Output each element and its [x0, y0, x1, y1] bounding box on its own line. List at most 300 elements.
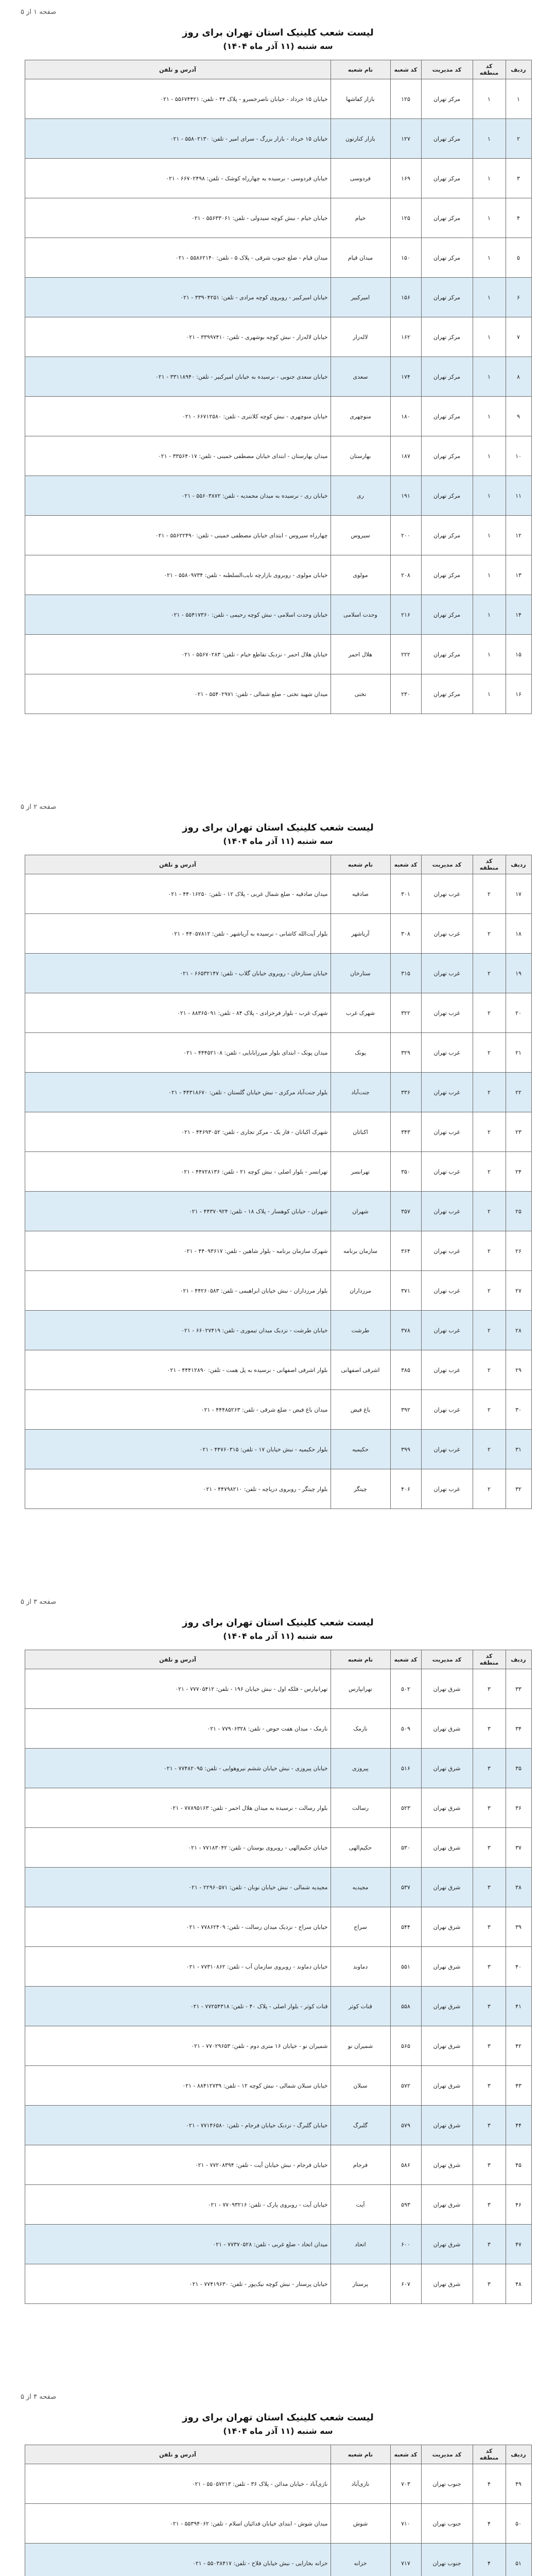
cell-address: میدان پونک - ابتدای بلوار میرزابابایی - تلفن: ۴۴۴۵۲۱۰۸ - ۰۲۱ — [25, 1033, 331, 1073]
column-header-address: آدرس و تلفن — [25, 855, 331, 874]
cell-center: غرب تهران — [421, 993, 473, 1033]
cell-row: ۳۵ — [506, 1749, 531, 1788]
cell-code: ۷۱۷ — [390, 2544, 421, 2576]
cell-address: خیابان آیت - روبروی پارک - تلفن: ۷۷۰۹۳۲۱۶ - ۰۲۱ — [25, 2185, 331, 2225]
cell-name: تهرانسر — [331, 1152, 390, 1192]
cell-row: ۵۰ — [506, 2504, 531, 2544]
column-header-region: کد منطقه — [473, 60, 506, 79]
cell-address: قنات کوثر - بلوار اصلی - پلاک ۴۰ - تلفن: ۷۷۲۵۴۳۱۸ - ۰۲۱ — [25, 1987, 331, 2026]
cell-address: خیابان پرستار - نبش کوچه نیک‌پور - تلفن: ۷۷۴۱۹۶۳۰ - ۰۲۱ — [25, 2264, 331, 2304]
cell-region: ۲ — [473, 1192, 506, 1231]
table-row — [25, 555, 531, 595]
column-header-code: کد شعبه — [390, 60, 421, 79]
cell-region: ۳ — [473, 1709, 506, 1749]
cell-code: ۶۰۰ — [390, 2225, 421, 2264]
cell-code: ۵۶۵ — [390, 2026, 421, 2066]
table-row — [25, 1192, 531, 1231]
cell-code: ۵۸۶ — [390, 2145, 421, 2185]
cell-name: لاله‌زار — [331, 317, 390, 357]
cell-address: بلوار حکیمیه - نبش خیابان ۱۷ - تلفن: ۴۴۷۶۰۳۱۵ - ۰۲۱ — [25, 1430, 331, 1469]
cell-address: بلوار جنت‌آباد مرکزی - نبش خیابان گلستان - تلفن: ۴۴۳۱۸۶۷۰ - ۰۲۱ — [25, 1073, 331, 1112]
cell-name: پونک — [331, 1033, 390, 1073]
cell-region: ۲ — [473, 874, 506, 914]
cell-region: ۳ — [473, 1749, 506, 1788]
cell-code: ۳۴۳ — [390, 1112, 421, 1152]
cell-name: مجیدیه — [331, 1868, 390, 1907]
table-row — [25, 674, 531, 714]
page-subtitle: سه شنبه (۱۱ آذر ماه ۱۴۰۴) — [223, 41, 333, 51]
cell-row: ۳۹ — [506, 1907, 531, 1947]
table-row — [25, 595, 531, 635]
cell-address: خیابان ۱۵ خرداد - بازار بزرگ - سرای امیر - تلفن: ۵۵۸۰۲۱۳۰ - ۰۲۱ — [25, 119, 331, 159]
cell-row: ۱۸ — [506, 914, 531, 954]
cell-center: شرق تهران — [421, 1828, 473, 1868]
cell-name: شوش — [331, 2504, 390, 2544]
cell-code: ۱۲۷ — [390, 119, 421, 159]
cell-center: غرب تهران — [421, 1152, 473, 1192]
cell-center: مرکز تهران — [421, 674, 473, 714]
cell-row: ۳۱ — [506, 1430, 531, 1469]
cell-center: شرق تهران — [421, 1868, 473, 1907]
cell-code: ۳۵۰ — [390, 1152, 421, 1192]
cell-address: خیابان سبلان شمالی - نبش کوچه ۱۲ - تلفن: ۸۸۴۱۲۷۳۹ - ۰۲۱ — [25, 2066, 331, 2106]
cell-row: ۷ — [506, 317, 531, 357]
cell-region: ۲ — [473, 1311, 506, 1350]
cell-address: شهرک اکباتان - فاز یک - مرکز تجاری - تلفن: ۴۴۶۹۳۰۵۲ - ۰۲۱ — [25, 1112, 331, 1152]
cell-code: ۵۰۲ — [390, 1669, 421, 1709]
cell-row: ۳۳ — [506, 1669, 531, 1709]
cell-code: ۵۹۳ — [390, 2185, 421, 2225]
cell-region: ۴ — [473, 2544, 506, 2576]
cell-row: ۱ — [506, 79, 531, 119]
table-row — [25, 2464, 531, 2504]
cell-address: خیابان فردوسی - نرسیده به چهارراه کوشک - تلفن: ۶۶۷۰۲۴۹۸ - ۰۲۱ — [25, 159, 331, 198]
cell-name: اکباتان — [331, 1112, 390, 1152]
cell-name: بهارستان — [331, 436, 390, 476]
table-row — [25, 476, 531, 516]
page-number: صفحه ۲ از ۵ — [21, 803, 57, 811]
cell-region: ۳ — [473, 1868, 506, 1907]
page — [0, 0, 556, 795]
page-subtitle: سه شنبه (۱۱ آذر ماه ۱۴۰۴) — [223, 2426, 333, 2436]
cell-code: ۱۸۰ — [390, 397, 421, 436]
page-number: صفحه ۱ از ۵ — [21, 8, 57, 16]
cell-center: مرکز تهران — [421, 79, 473, 119]
cell-row: ۴۱ — [506, 1987, 531, 2026]
cell-name: سیروس — [331, 516, 390, 555]
cell-address: خزانه بخارایی - نبش خیابان فلاح - تلفن: ۵۵۰۳۸۴۱۷ - ۰۲۱ — [25, 2544, 331, 2576]
table-header-row — [25, 2445, 531, 2464]
page-title: لیست شعب کلینیک استان تهران برای روز — [182, 2412, 374, 2423]
cell-name: پیروزی — [331, 1749, 390, 1788]
cell-code: ۱۵۰ — [390, 238, 421, 278]
cell-region: ۱ — [473, 317, 506, 357]
column-header-address: آدرس و تلفن — [25, 2445, 331, 2464]
cell-center: شرق تهران — [421, 2066, 473, 2106]
cell-center: مرکز تهران — [421, 555, 473, 595]
page-number: صفحه ۴ از ۵ — [21, 2393, 57, 2401]
cell-region: ۳ — [473, 2185, 506, 2225]
cell-code: ۵۱۶ — [390, 1749, 421, 1788]
cell-address: مجیدیه شمالی - نبش خیابان نوبان - تلفن: ۲۲۹۶۰۵۷۱ - ۰۲۱ — [25, 1868, 331, 1907]
cell-region: ۳ — [473, 2264, 506, 2304]
column-header-address: آدرس و تلفن — [25, 60, 331, 79]
cell-center: شرق تهران — [421, 1669, 473, 1709]
cell-region: ۲ — [473, 993, 506, 1033]
cell-region: ۱ — [473, 595, 506, 635]
cell-row: ۱۳ — [506, 555, 531, 595]
page-subtitle: سه شنبه (۱۱ آذر ماه ۱۴۰۴) — [223, 836, 333, 846]
cell-row: ۲۲ — [506, 1073, 531, 1112]
cell-name: آیت — [331, 2185, 390, 2225]
cell-center: غرب تهران — [421, 1311, 473, 1350]
cell-code: ۱۹۱ — [390, 476, 421, 516]
cell-center: شرق تهران — [421, 2026, 473, 2066]
column-header-row: ردیف — [506, 60, 531, 79]
cell-code: ۵۵۸ — [390, 1987, 421, 2026]
cell-center: مرکز تهران — [421, 397, 473, 436]
cell-code: ۱۶۹ — [390, 159, 421, 198]
cell-name: حکیمیه — [331, 1430, 390, 1469]
cell-region: ۲ — [473, 1469, 506, 1509]
cell-region: ۳ — [473, 2106, 506, 2145]
cell-code: ۷۱۰ — [390, 2504, 421, 2544]
cell-center: غرب تهران — [421, 1231, 473, 1271]
cell-row: ۱۷ — [506, 874, 531, 914]
cell-code: ۶۰۷ — [390, 2264, 421, 2304]
cell-row: ۲۶ — [506, 1231, 531, 1271]
cell-address: خیابان وحدت اسلامی - نبش کوچه رحیمی - تلفن: ۵۵۴۱۷۳۶۰ - ۰۲۱ — [25, 595, 331, 635]
table-header-row — [25, 855, 531, 874]
table-row — [25, 2145, 531, 2185]
cell-name: طرشت — [331, 1311, 390, 1350]
cell-region: ۳ — [473, 1669, 506, 1709]
column-header-region: کد منطقه — [473, 1650, 506, 1669]
cell-address: نارمک - میدان هفت حوض - تلفن: ۷۷۹۰۶۳۲۸ - ۰۲۱ — [25, 1709, 331, 1749]
cell-center: جنوب تهران — [421, 2464, 473, 2504]
branch-table — [25, 60, 532, 714]
cell-address: خیابان دماوند - روبروی سازمان آب - تلفن: ۷۷۳۱۰۸۶۲ - ۰۲۱ — [25, 1947, 331, 1987]
table-row — [25, 1311, 531, 1350]
cell-name: شهرک غرب — [331, 993, 390, 1033]
cell-region: ۱ — [473, 635, 506, 674]
table-row — [25, 1669, 531, 1709]
table-row — [25, 874, 531, 914]
cell-row: ۱۹ — [506, 954, 531, 993]
cell-center: غرب تهران — [421, 1192, 473, 1231]
cell-address: خیابان گلبرگ - نزدیک خیابان فرجام - تلفن: ۷۷۱۴۶۵۸۰ - ۰۲۱ — [25, 2106, 331, 2145]
table-row — [25, 1907, 531, 1947]
cell-code: ۳۷۱ — [390, 1271, 421, 1311]
cell-name: قنات کوثر — [331, 1987, 390, 2026]
cell-address: خیابان حکیم‌الهی - روبروی بوستان - تلفن: ۷۷۱۸۳۰۴۲ - ۰۲۱ — [25, 1828, 331, 1868]
table-row — [25, 914, 531, 954]
cell-row: ۴۹ — [506, 2464, 531, 2504]
cell-code: ۳۲۲ — [390, 993, 421, 1033]
branch-table — [25, 1650, 532, 2304]
cell-name: چیتگر — [331, 1469, 390, 1509]
branch-table — [25, 855, 532, 1509]
cell-row: ۹ — [506, 397, 531, 436]
cell-code: ۴۰۶ — [390, 1469, 421, 1509]
cell-name: پرستار — [331, 2264, 390, 2304]
cell-address: میدان قیام - ضلع جنوب شرقی - پلاک ۵ - تلفن: ۵۵۸۶۲۱۴۰ - ۰۲۱ — [25, 238, 331, 278]
table-row — [25, 954, 531, 993]
cell-code: ۳۹۹ — [390, 1430, 421, 1469]
cell-code: ۵۳۷ — [390, 1868, 421, 1907]
cell-code: ۳۲۹ — [390, 1033, 421, 1073]
cell-region: ۲ — [473, 1430, 506, 1469]
cell-code: ۳۸۵ — [390, 1350, 421, 1390]
cell-center: شرق تهران — [421, 1709, 473, 1749]
table-row — [25, 516, 531, 555]
cell-name: وحدت اسلامی — [331, 595, 390, 635]
cell-address: شهرک سازمان برنامه - بلوار شاهین - تلفن: ۴۴۰۹۳۶۱۷ - ۰۲۱ — [25, 1231, 331, 1271]
cell-address: خیابان پیروزی - نبش خیابان ششم نیروهوایی - تلفن: ۷۷۴۸۲۰۹۵ - ۰۲۱ — [25, 1749, 331, 1788]
cell-region: ۳ — [473, 1907, 506, 1947]
cell-row: ۱۰ — [506, 436, 531, 476]
table-row — [25, 397, 531, 436]
cell-name: نارمک — [331, 1709, 390, 1749]
table-row — [25, 2106, 531, 2145]
cell-row: ۴۸ — [506, 2264, 531, 2304]
cell-row: ۲۷ — [506, 1271, 531, 1311]
cell-region: ۲ — [473, 954, 506, 993]
cell-row: ۵۱ — [506, 2544, 531, 2576]
table-row — [25, 238, 531, 278]
cell-center: غرب تهران — [421, 1390, 473, 1430]
cell-address: بلوار مرزداران - نبش خیابان ابراهیمی - تلفن: ۴۴۲۶۰۵۸۳ - ۰۲۱ — [25, 1271, 331, 1311]
table-row — [25, 159, 531, 198]
cell-center: مرکز تهران — [421, 198, 473, 238]
table-row — [25, 317, 531, 357]
column-header-region: کد منطقه — [473, 855, 506, 874]
cell-address: خیابان سراج - نزدیک میدان رسالت - تلفن: ۷۷۸۶۲۴۰۹ - ۰۲۱ — [25, 1907, 331, 1947]
cell-name: ری — [331, 476, 390, 516]
cell-address: خیابان امیرکبیر - روبروی کوچه مرادی - تلفن: ۳۳۹۰۴۲۵۱ - ۰۲۱ — [25, 278, 331, 317]
cell-center: مرکز تهران — [421, 159, 473, 198]
cell-center: مرکز تهران — [421, 436, 473, 476]
cell-region: ۱ — [473, 238, 506, 278]
cell-address: چهارراه سیروس - ابتدای خیابان مصطفی خمینی - تلفن: ۵۵۶۲۲۴۹۰ - ۰۲۱ — [25, 516, 331, 555]
cell-code: ۵۵۱ — [390, 1947, 421, 1987]
table-row — [25, 198, 531, 238]
cell-region: ۱ — [473, 119, 506, 159]
cell-address: میدان صادقیه - ضلع شمال غربی - پلاک ۱۲ - تلفن: ۴۴۰۱۶۲۵۰ - ۰۲۱ — [25, 874, 331, 914]
table-row — [25, 1749, 531, 1788]
cell-address: خیابان لاله‌زار - نبش کوچه بوشهری - تلفن: ۳۳۹۹۷۴۱۰ - ۰۲۱ — [25, 317, 331, 357]
cell-address: خیابان طرشت - نزدیک میدان تیموری - تلفن: ۶۶۰۲۷۴۱۹ - ۰۲۱ — [25, 1311, 331, 1350]
cell-row: ۲۱ — [506, 1033, 531, 1073]
cell-address: خیابان مولوی - روبروی بازارچه نایب‌السلطنه - تلفن: ۵۵۸۰۹۷۳۴ - ۰۲۱ — [25, 555, 331, 595]
cell-row: ۲۸ — [506, 1311, 531, 1350]
cell-region: ۲ — [473, 1033, 506, 1073]
cell-row: ۶ — [506, 278, 531, 317]
cell-address: خیابان هلال احمر - نزدیک تقاطع خیام - تلفن: ۵۵۶۷۰۲۸۳ - ۰۲۱ — [25, 635, 331, 674]
table-row — [25, 2264, 531, 2304]
table-row — [25, 1033, 531, 1073]
cell-code: ۳۰۸ — [390, 914, 421, 954]
table-row — [25, 1271, 531, 1311]
cell-region: ۳ — [473, 1788, 506, 1828]
column-header-region: کد منطقه — [473, 2445, 506, 2464]
cell-center: جنوب تهران — [421, 2544, 473, 2576]
cell-row: ۱۵ — [506, 635, 531, 674]
table-row — [25, 1350, 531, 1390]
table-row — [25, 1987, 531, 2026]
table-row — [25, 2066, 531, 2106]
table-row — [25, 1073, 531, 1112]
cell-center: شرق تهران — [421, 1749, 473, 1788]
cell-region: ۲ — [473, 1231, 506, 1271]
cell-region: ۱ — [473, 198, 506, 238]
cell-row: ۲۰ — [506, 993, 531, 1033]
column-header-code: کد شعبه — [390, 2445, 421, 2464]
cell-name: مرزداران — [331, 1271, 390, 1311]
cell-address: شمیران نو - خیابان ۱۶ متری دوم - تلفن: ۷۷۰۲۹۶۵۳ - ۰۲۱ — [25, 2026, 331, 2066]
cell-address: شهرک غرب - بلوار فرحزادی - پلاک ۸۴ - تلفن: ۸۸۳۶۵۰۹۱ - ۰۲۱ — [25, 993, 331, 1033]
cell-center: مرکز تهران — [421, 516, 473, 555]
cell-region: ۳ — [473, 2145, 506, 2185]
cell-region: ۲ — [473, 1271, 506, 1311]
cell-name: صادقیه — [331, 874, 390, 914]
cell-address: خیابان فرجام - نبش خیابان آیت - تلفن: ۷۷۲۰۸۳۹۴ - ۰۲۱ — [25, 2145, 331, 2185]
table-header-row — [25, 60, 531, 79]
cell-row: ۸ — [506, 357, 531, 397]
table-row — [25, 635, 531, 674]
cell-name: بازار کنارتون — [331, 119, 390, 159]
column-header-name: نام شعبه — [331, 855, 390, 874]
cell-code: ۵۷۲ — [390, 2066, 421, 2106]
cell-region: ۱ — [473, 555, 506, 595]
cell-code: ۱۷۴ — [390, 357, 421, 397]
column-header-address: آدرس و تلفن — [25, 1650, 331, 1669]
page-subtitle: سه شنبه (۱۱ آذر ماه ۱۴۰۴) — [223, 1631, 333, 1641]
cell-name: فردوسی — [331, 159, 390, 198]
cell-center: غرب تهران — [421, 874, 473, 914]
cell-name: رسالت — [331, 1788, 390, 1828]
column-header-center: کد مدیریت — [421, 60, 473, 79]
cell-code: ۳۷۸ — [390, 1311, 421, 1350]
cell-center: غرب تهران — [421, 1271, 473, 1311]
cell-name: سبلان — [331, 2066, 390, 2106]
cell-center: غرب تهران — [421, 1469, 473, 1509]
cell-center: شرق تهران — [421, 2185, 473, 2225]
cell-row: ۴۶ — [506, 2185, 531, 2225]
table-row — [25, 1828, 531, 1868]
cell-region: ۳ — [473, 1828, 506, 1868]
cell-region: ۱ — [473, 278, 506, 317]
cell-address: بلوار آیت‌الله کاشانی - نرسیده به آریاشهر - تلفن: ۴۴۰۵۷۸۱۲ - ۰۲۱ — [25, 914, 331, 954]
cell-region: ۲ — [473, 1073, 506, 1112]
cell-address: شهران - خیابان کوهسار - پلاک ۱۸ - تلفن: ۴۴۳۷۰۹۲۴ - ۰۲۱ — [25, 1192, 331, 1231]
cell-center: مرکز تهران — [421, 238, 473, 278]
cell-address: خیابان خیام - نبش کوچه سیدولی - تلفن: ۵۵۶۳۳۰۶۱ - ۰۲۱ — [25, 198, 331, 238]
cell-address: خیابان منوچهری - نبش کوچه کلانتری - تلفن: ۶۶۷۱۲۵۸۰ - ۰۲۱ — [25, 397, 331, 436]
table-row — [25, 2185, 531, 2225]
cell-center: مرکز تهران — [421, 476, 473, 516]
cell-center: جنوب تهران — [421, 2504, 473, 2544]
cell-row: ۱۶ — [506, 674, 531, 714]
cell-region: ۴ — [473, 2464, 506, 2504]
cell-name: منوچهری — [331, 397, 390, 436]
cell-row: ۳۸ — [506, 1868, 531, 1907]
table-row — [25, 2225, 531, 2264]
cell-region: ۲ — [473, 914, 506, 954]
cell-center: شرق تهران — [421, 2225, 473, 2264]
cell-code: ۱۲۵ — [390, 198, 421, 238]
cell-name: شهران — [331, 1192, 390, 1231]
table-row — [25, 357, 531, 397]
cell-center: مرکز تهران — [421, 357, 473, 397]
cell-center: غرب تهران — [421, 1430, 473, 1469]
column-header-center: کد مدیریت — [421, 855, 473, 874]
cell-center: مرکز تهران — [421, 635, 473, 674]
cell-code: ۳۰۱ — [390, 874, 421, 914]
column-header-row: ردیف — [506, 2445, 531, 2464]
cell-row: ۵ — [506, 238, 531, 278]
cell-code: ۵۲۳ — [390, 1788, 421, 1828]
cell-center: غرب تهران — [421, 1350, 473, 1390]
cell-name: نازی‌آباد — [331, 2464, 390, 2504]
cell-region: ۱ — [473, 159, 506, 198]
cell-row: ۱۴ — [506, 595, 531, 635]
table-row — [25, 1152, 531, 1192]
cell-name: دماوند — [331, 1947, 390, 1987]
cell-center: مرکز تهران — [421, 317, 473, 357]
cell-name: سازمان برنامه — [331, 1231, 390, 1271]
cell-code: ۳۱۵ — [390, 954, 421, 993]
cell-code: ۳۹۲ — [390, 1390, 421, 1430]
cell-row: ۴۰ — [506, 1947, 531, 1987]
branch-table — [25, 2445, 532, 2576]
cell-code: ۱۶۲ — [390, 317, 421, 357]
cell-center: غرب تهران — [421, 1073, 473, 1112]
cell-address: خیابان ۱۵ خرداد - خیابان ناصرخسرو - پلاک ۴۴ - تلفن: ۵۵۶۷۴۴۲۱ - ۰۲۱ — [25, 79, 331, 119]
cell-address: میدان شهید تختی - ضلع شمالی - تلفن: ۵۵۴۰۲۹۷۱ - ۰۲۱ — [25, 674, 331, 714]
cell-row: ۲۳ — [506, 1112, 531, 1152]
cell-name: اشرفی اصفهانی — [331, 1350, 390, 1390]
cell-center: غرب تهران — [421, 914, 473, 954]
cell-address: تهرانسر - بلوار اصلی - نبش کوچه ۲۱ - تلفن: ۴۴۷۲۸۱۳۶ - ۰۲۱ — [25, 1152, 331, 1192]
cell-row: ۴۳ — [506, 2066, 531, 2106]
table-header-row — [25, 1650, 531, 1669]
cell-name: خیام — [331, 198, 390, 238]
cell-region: ۱ — [473, 476, 506, 516]
cell-name: ستارخان — [331, 954, 390, 993]
cell-name: آریاشهر — [331, 914, 390, 954]
cell-region: ۱ — [473, 436, 506, 476]
cell-region: ۳ — [473, 2026, 506, 2066]
cell-address: بلوار رسالت - نرسیده به میدان هلال احمر - تلفن: ۷۷۸۹۵۱۶۳ - ۰۲۱ — [25, 1788, 331, 1828]
table-row — [25, 1430, 531, 1469]
page-title: لیست شعب کلینیک استان تهران برای روز — [182, 27, 374, 38]
table-row — [25, 79, 531, 119]
page-title: لیست شعب کلینیک استان تهران برای روز — [182, 1617, 374, 1628]
cell-name: مولوی — [331, 555, 390, 595]
cell-row: ۴۵ — [506, 2145, 531, 2185]
cell-region: ۲ — [473, 1112, 506, 1152]
page — [0, 795, 556, 1590]
cell-address: خیابان ستارخان - روبروی خیابان گلاب - تلفن: ۶۶۵۳۲۱۴۷ - ۰۲۱ — [25, 954, 331, 993]
cell-name: خزانه — [331, 2544, 390, 2576]
cell-name: سعدی — [331, 357, 390, 397]
cell-name: میدان قیام — [331, 238, 390, 278]
cell-region: ۱ — [473, 79, 506, 119]
cell-row: ۲۵ — [506, 1192, 531, 1231]
cell-region: ۳ — [473, 2225, 506, 2264]
cell-row: ۲ — [506, 119, 531, 159]
